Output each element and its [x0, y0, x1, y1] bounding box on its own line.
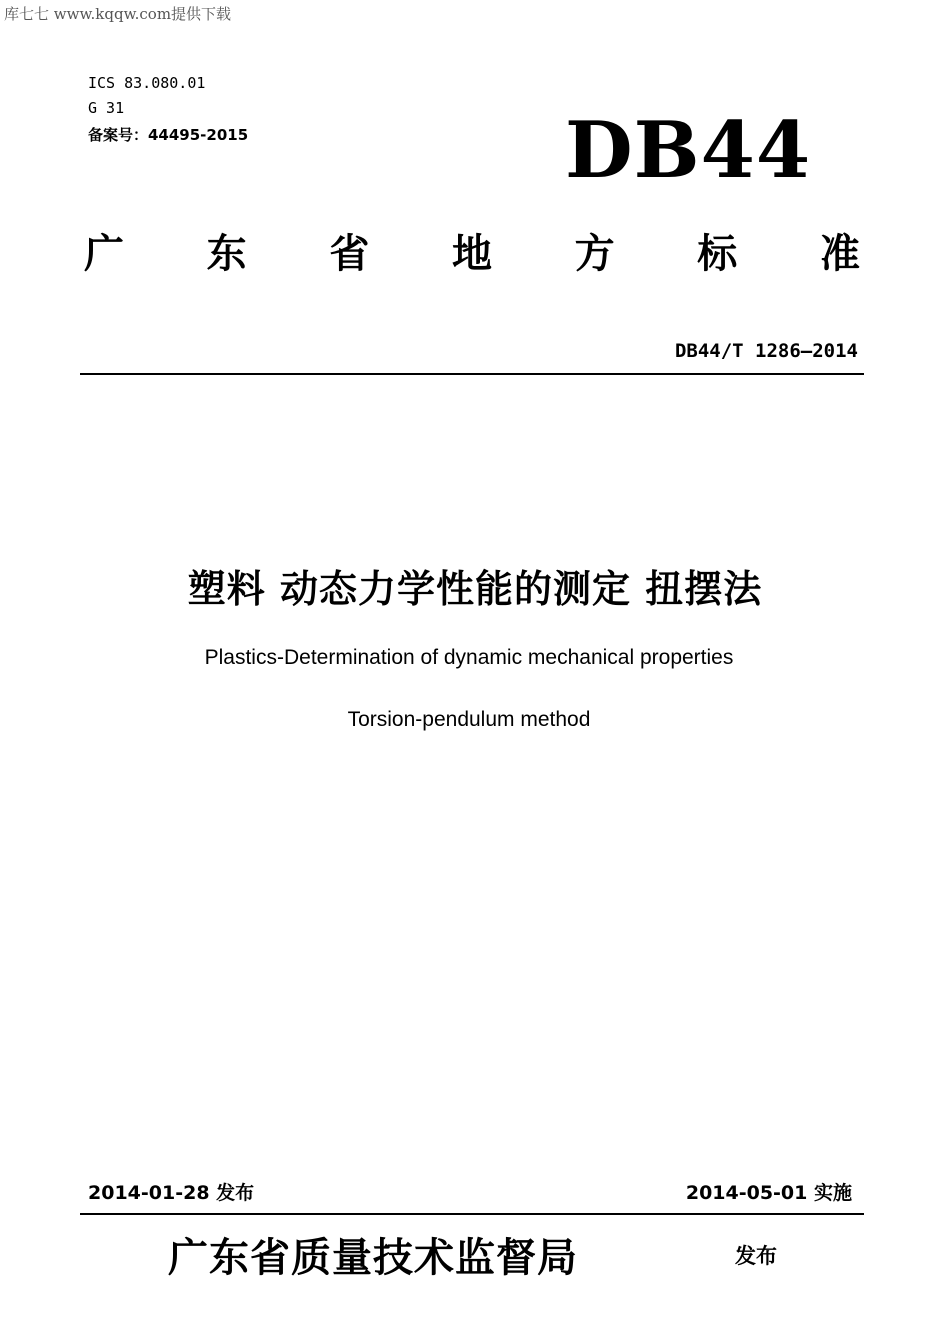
implement-date: 2014-05-01 实施 — [685, 1182, 852, 1204]
db44-logo: DB44 — [565, 105, 812, 196]
document-title-cn: 塑料 动态力学性能的测定 扭摆法 — [187, 567, 763, 611]
issuing-authority: 广东省质量技术监督局 — [168, 1234, 578, 1281]
standard-type-heading — [82, 222, 862, 279]
standard-type-char: 广 — [84, 230, 124, 277]
bottom-divider — [80, 1213, 864, 1215]
ics-code: ICS 83.080.01 — [88, 74, 206, 92]
standard-type-char: 标 — [697, 230, 738, 277]
watermark-text: 库七七 www.kqqw.com提供下载 — [4, 5, 232, 23]
top-divider — [80, 373, 864, 375]
standard-type-char: 省 — [329, 230, 370, 277]
document-subtitle-en: Torsion-pendulum method — [347, 708, 591, 731]
classification-code: G 31 — [88, 99, 125, 117]
standard-type-char: 方 — [574, 230, 615, 277]
standard-type-char: 地 — [451, 230, 492, 277]
standard-number: DB44/T 1286—2014 — [674, 340, 858, 362]
standard-type-char: 东 — [206, 230, 247, 277]
document-title-en: Plastics-Determination of dynamic mechanical properties — [204, 646, 734, 669]
publish-date: 2014-01-28 发布 — [88, 1182, 255, 1204]
issuer-suffix: 发布 — [735, 1243, 777, 1268]
standard-type-char: 准 — [819, 230, 860, 277]
record-number: 备案号：44495-2015 — [88, 126, 249, 144]
